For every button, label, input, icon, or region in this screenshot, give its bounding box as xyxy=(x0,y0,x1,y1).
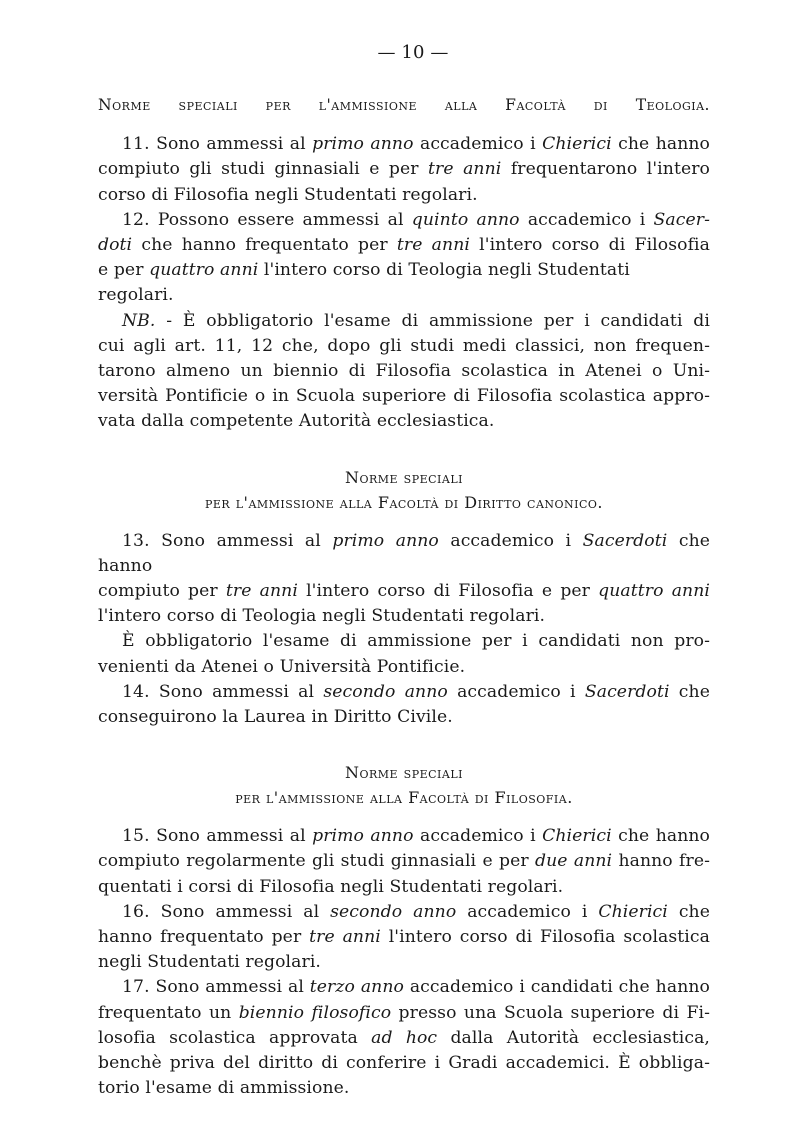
italic-text: primo anno xyxy=(332,530,439,551)
paragraph xyxy=(98,975,710,1101)
italic-text: doti xyxy=(98,235,133,256)
paragraph xyxy=(98,629,710,679)
text-run: che xyxy=(669,681,710,702)
italic-text: ad hoc xyxy=(371,1027,438,1048)
text-line xyxy=(98,1076,710,1101)
text-run: conseguirono la Laurea in Diritto Civile. xyxy=(98,707,453,728)
section-heading xyxy=(98,93,710,118)
italic-text: NB. xyxy=(122,310,156,331)
paragraph xyxy=(98,900,710,976)
text-line xyxy=(98,680,710,705)
text-run: frequentato un xyxy=(98,1002,239,1023)
text-run: compiuto per xyxy=(98,581,226,602)
document-page xyxy=(98,40,710,1102)
text-line xyxy=(98,705,710,730)
text-run: 15. Sono ammessi al xyxy=(122,826,313,847)
italic-text: Sacerdoti xyxy=(584,681,670,702)
italic-text: secondo anno xyxy=(323,681,448,702)
text-run: accademico i xyxy=(413,826,543,847)
paragraph xyxy=(98,680,710,730)
text-line xyxy=(98,579,710,604)
text-run: che hanno xyxy=(98,530,711,576)
text-line xyxy=(98,849,710,874)
text-line xyxy=(98,183,710,208)
italic-text: Sacer- xyxy=(653,209,710,230)
italic-text: Chierici xyxy=(542,826,612,847)
text-line xyxy=(98,629,710,654)
text-line xyxy=(98,208,710,233)
italic-text: secondo anno xyxy=(330,901,457,922)
italic-text: terzo anno xyxy=(309,977,404,998)
italic-text: quattro anni xyxy=(598,581,710,602)
heading-line: Norme speciali xyxy=(344,763,463,783)
text-run: tarono almeno un biennio di Filosofia scolastica in Atenei o Uni- xyxy=(98,361,710,382)
text-line xyxy=(98,925,710,950)
text-run: l'intero corso di Filosofia e per xyxy=(297,581,599,602)
text-line xyxy=(98,157,710,182)
text-run: hanno frequentato per xyxy=(98,927,310,948)
text-run: versità Pontificie o in Scuola superiore di Filosofia scolastica appro- xyxy=(98,386,710,407)
text-run: benchè priva del diritto di conferire i Gradi accademici. È obbliga- xyxy=(98,1053,710,1074)
document-body xyxy=(98,93,710,1101)
text-run: venienti da Atenei o Università Pontificie. xyxy=(98,656,466,677)
italic-text: tre anni xyxy=(309,927,381,948)
italic-text: tre anni xyxy=(428,159,502,180)
italic-text: quattro anni xyxy=(149,260,259,281)
text-run: accademico i xyxy=(447,681,585,702)
section-heading xyxy=(98,760,710,810)
text-run: che hanno frequentato per xyxy=(132,235,397,256)
text-run: 11. Sono ammessi al xyxy=(122,134,313,155)
italic-text: primo anno xyxy=(312,826,414,847)
text-run: losofia scolastica approvata xyxy=(98,1027,372,1048)
text-run: l'intero corso di Filosofia scolastica xyxy=(380,927,710,948)
text-run: accademico i xyxy=(456,901,599,922)
text-run: compiuto gli studi ginnasiali e per xyxy=(98,159,429,180)
text-line xyxy=(98,359,710,384)
text-run: torio l'esame di ammissione. xyxy=(98,1078,350,1099)
text-run: dalla Autorità ecclesiastica, xyxy=(437,1027,710,1048)
paragraph xyxy=(98,824,710,900)
text-run: che hanno xyxy=(611,134,711,155)
text-line xyxy=(98,655,710,680)
text-run: accademico i xyxy=(519,209,654,230)
text-line xyxy=(98,1026,710,1051)
text-line xyxy=(98,875,710,900)
italic-text: Sacerdoti xyxy=(582,530,668,551)
text-run: vata dalla competente Autorità ecclesiastica. xyxy=(98,411,495,432)
text-run: - È obbligatorio l'esame di ammissione per i candidati di xyxy=(155,310,710,331)
italic-text: due anni xyxy=(535,851,613,872)
text-run: hanno fre- xyxy=(612,851,711,872)
text-line xyxy=(98,1001,710,1026)
italic-text: tre anni xyxy=(396,235,470,256)
text-run: che xyxy=(667,901,710,922)
section-3 xyxy=(98,760,710,1101)
text-line xyxy=(98,384,710,409)
heading-line: per l'ammissione alla Facoltà di Diritto canonico. xyxy=(204,492,604,512)
text-run: 13. Sono ammessi al xyxy=(122,530,333,551)
italic-text: Chierici xyxy=(598,901,668,922)
text-line xyxy=(98,950,710,975)
paragraph xyxy=(98,132,710,208)
paragraph xyxy=(98,309,710,435)
text-line xyxy=(98,975,710,1000)
italic-text: biennio filosofico xyxy=(238,1002,392,1023)
text-line xyxy=(98,233,710,258)
text-line xyxy=(98,409,710,434)
text-line xyxy=(98,334,710,359)
text-run: corso di Filosofia negli Studentati regolari. xyxy=(98,184,478,205)
text-line xyxy=(98,309,710,334)
text-run: accademico i xyxy=(438,530,583,551)
text-run: accademico i candidati che hanno xyxy=(403,977,710,998)
heading-line: per l'ammissione alla Facoltà di Filosofia. xyxy=(235,788,573,808)
heading-line: Norme speciali xyxy=(344,467,463,487)
text-line xyxy=(98,132,710,157)
text-run: È obbligatorio l'esame di ammissione per i candidati non pro- xyxy=(122,631,710,652)
paragraph xyxy=(98,529,710,630)
text-run: frequentarono l'intero xyxy=(501,159,710,180)
page-number: — 10 — xyxy=(377,42,449,63)
italic-text: quinto anno xyxy=(411,209,520,230)
section-2 xyxy=(98,465,710,731)
text-run: cui agli art. 11, 12 che, dopo gli studi medi classici, non frequen- xyxy=(98,335,710,356)
text-line xyxy=(98,824,710,849)
section-heading xyxy=(98,465,710,515)
italic-text: tre anni xyxy=(225,581,298,602)
text-run: l'intero corso di Teologia negli Studentati regolari. xyxy=(98,606,546,627)
text-line xyxy=(98,529,710,579)
paragraph xyxy=(98,208,710,309)
text-run: 16. Sono ammessi al xyxy=(122,901,331,922)
text-run: 12. Possono essere ammessi al xyxy=(122,209,412,230)
text-run: l'intero corso di Teologia negli Studentati regolari. xyxy=(98,260,630,306)
text-line xyxy=(98,900,710,925)
text-line xyxy=(98,258,710,308)
text-run: che hanno xyxy=(611,826,711,847)
text-run: 14. Sono ammessi al xyxy=(122,681,324,702)
text-run: quentati i corsi di Filosofia negli Studentati regolari. xyxy=(98,876,564,897)
text-run: e per xyxy=(98,260,150,281)
heading-line: Norme speciali per l'ammissione alla Facoltà di Teologia. xyxy=(98,96,710,115)
section-1 xyxy=(98,93,710,434)
italic-text: Chierici xyxy=(542,134,612,155)
text-line xyxy=(98,604,710,629)
text-run: compiuto regolarmente gli studi ginnasiali e per xyxy=(98,851,536,872)
text-run: presso una Scuola superiore di Fi- xyxy=(391,1002,710,1023)
text-run: l'intero corso di Filosofia xyxy=(469,235,710,256)
text-run: negli Studentati regolari. xyxy=(98,952,321,973)
text-line xyxy=(98,1051,710,1076)
italic-text: primo anno xyxy=(312,134,414,155)
text-run: accademico i xyxy=(413,134,543,155)
text-run: 17. Sono ammessi al xyxy=(122,977,310,998)
